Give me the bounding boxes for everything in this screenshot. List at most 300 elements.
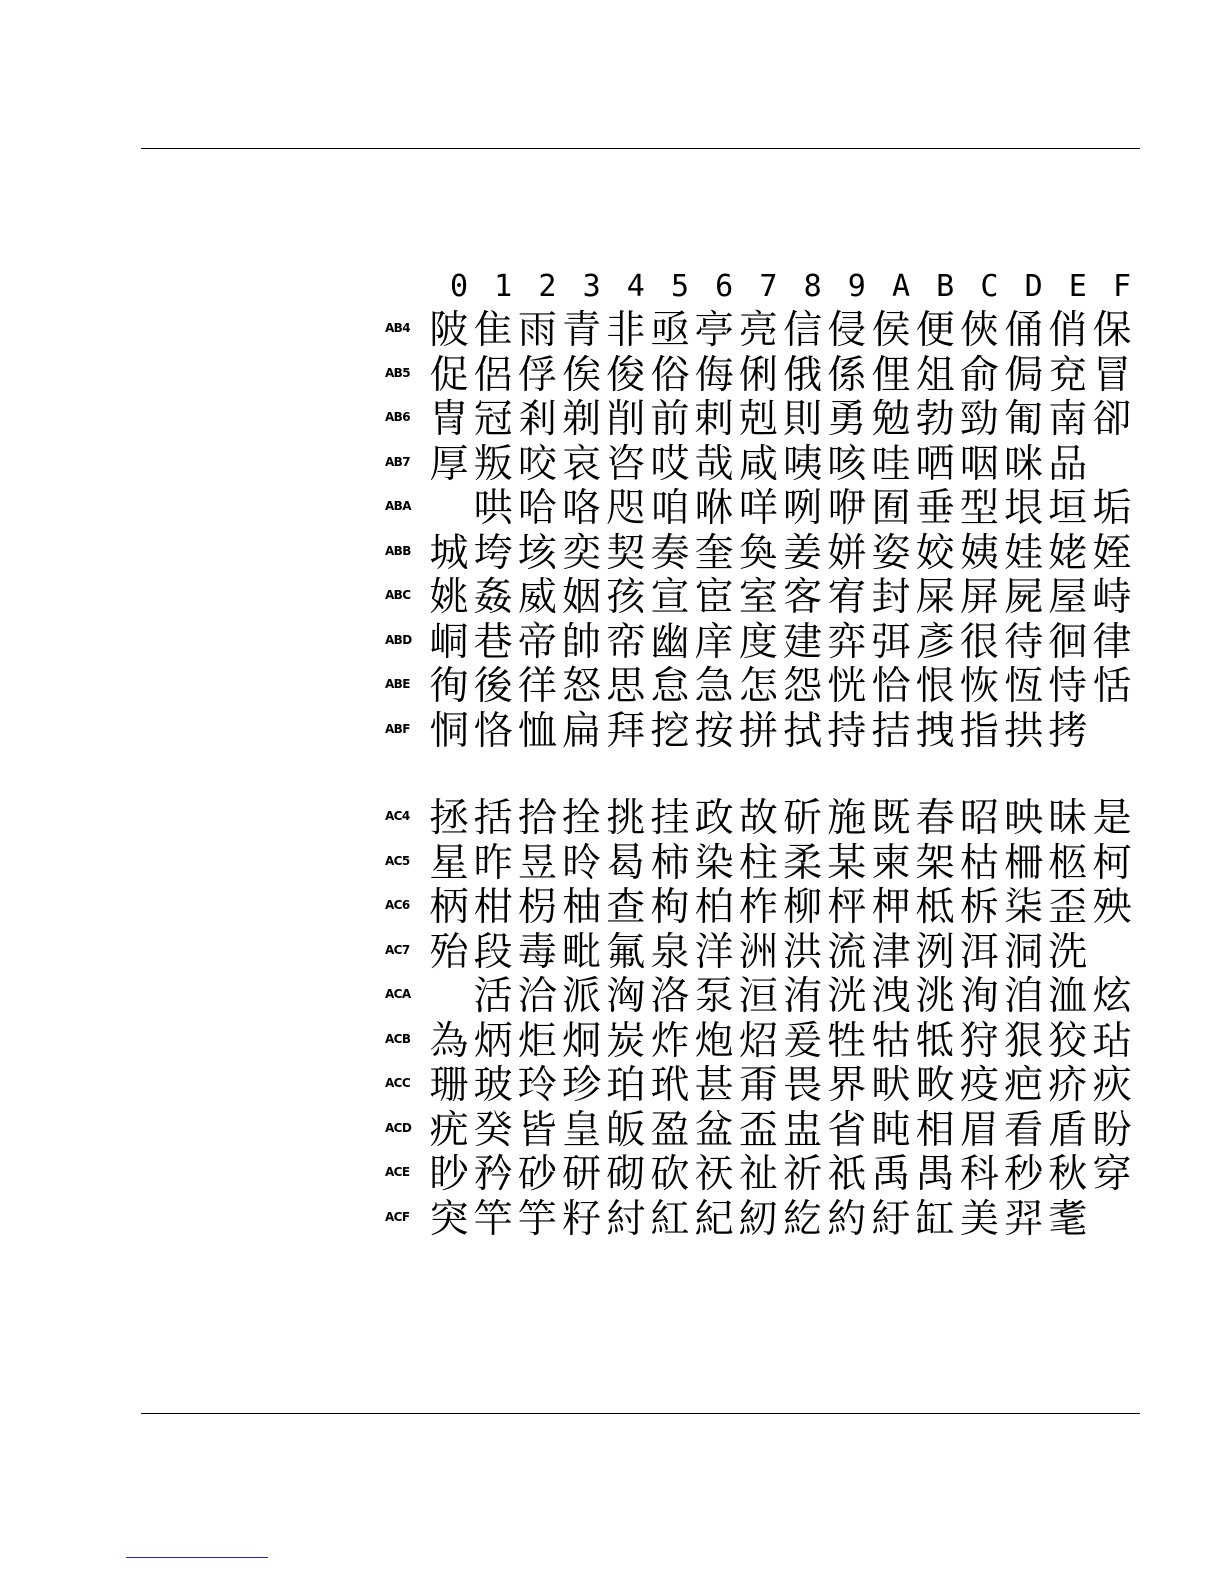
footer-rule (141, 1413, 1140, 1414)
glyph-cell: 炤 (738, 1018, 778, 1064)
glyph-cell: 洧 (783, 974, 823, 1019)
glyph-cell: 牴 (915, 1018, 955, 1064)
glyph-cell: 洋 (694, 929, 734, 975)
glyph-cell: 炭 (606, 1018, 646, 1064)
code-row (385, 975, 1145, 1020)
glyph-cell: 奏 (650, 530, 690, 576)
glyph-cell: 律 (1092, 619, 1132, 665)
row-code-label: ABD (385, 632, 412, 647)
glyph-cell (427, 487, 471, 531)
glyph-cell: 咪 (1004, 441, 1044, 487)
glyph-cell: 建 (783, 619, 823, 665)
row-code-label: ACF (385, 1209, 410, 1224)
glyph-cell: 柳 (783, 885, 823, 930)
glyph-cell: 省 (827, 1107, 867, 1153)
glyph-cell: 曷 (606, 840, 646, 886)
row-code-label: ABB (385, 543, 411, 558)
code-row (385, 487, 1145, 532)
glyph-cell: 咸 (738, 441, 778, 487)
column-header: A (891, 269, 911, 304)
glyph-cell: 既 (871, 796, 911, 841)
code-row (385, 576, 1145, 621)
column-header: E (1068, 269, 1087, 304)
glyph-cell: 指 (959, 708, 999, 754)
row-code-label: ACD (385, 1120, 412, 1135)
glyph-cell: 挂 (650, 796, 690, 841)
glyph-cell: 疤 (1004, 1063, 1044, 1108)
glyph-cell: 拷 (1048, 708, 1088, 754)
glyph-cell: 科 (959, 1152, 999, 1197)
glyph-cell: 甚 (694, 1063, 734, 1108)
glyph-cell: 矜 (473, 1152, 513, 1197)
glyph-cell: 威 (517, 575, 557, 620)
glyph-cell: 枯 (959, 840, 999, 886)
glyph-cell: 紅 (650, 1196, 690, 1242)
glyph-cell: 青 (562, 308, 602, 353)
glyph-cell: 祆 (694, 1152, 734, 1197)
row-code-label: AB6 (385, 410, 410, 424)
glyph-cell: 洹 (738, 974, 778, 1019)
glyph-cell: 疥 (1048, 1063, 1088, 1108)
glyph-cell: 泉 (650, 929, 690, 975)
glyph-cell: 盈 (650, 1107, 690, 1153)
glyph-cell: 弈 (827, 619, 867, 665)
glyph-cell: 缸 (915, 1196, 955, 1242)
glyph-cell: 哇 (871, 441, 911, 487)
glyph-cell: 昱 (517, 840, 557, 886)
glyph-cell: 勇 (827, 397, 867, 442)
glyph-cell: 挑 (606, 796, 646, 841)
glyph-cell: 侵 (827, 308, 867, 353)
glyph-cell: 咬 (517, 441, 557, 487)
glyph-cell: 峙 (1092, 575, 1132, 620)
glyph-cell: 星 (429, 840, 469, 886)
glyph-cell: 竽 (517, 1196, 557, 1242)
glyph-cell: 昤 (562, 840, 602, 886)
glyph-cell: 俠 (959, 308, 999, 353)
glyph-cell: 咫 (606, 486, 646, 531)
glyph-cell: 美 (959, 1196, 999, 1242)
glyph-cell: 卻 (1092, 397, 1132, 442)
glyph-cell: 拴 (562, 796, 602, 841)
glyph-cell: 玲 (517, 1063, 557, 1108)
glyph-cell: 竿 (473, 1196, 513, 1242)
glyph-cell: 殆 (429, 929, 469, 975)
column-header: D (1024, 269, 1043, 304)
code-row (385, 931, 1145, 976)
glyph-cell: 柵 (1004, 840, 1044, 886)
glyph-cell: 狩 (959, 1018, 999, 1064)
row-code-label: ABA (385, 499, 411, 513)
glyph-cell: 洶 (606, 974, 646, 1019)
glyph-cell: 哈 (517, 486, 557, 531)
glyph-cell: 爰 (783, 1018, 823, 1064)
glyph-cell (1090, 1198, 1134, 1242)
glyph-cell: 疢 (1092, 1063, 1132, 1108)
glyph-cell: 看 (1004, 1107, 1044, 1153)
glyph-cell: 咩 (738, 486, 778, 531)
glyph-cell: 拽 (915, 708, 955, 754)
glyph-cell: 帟 (606, 619, 646, 665)
glyph-cell: 垓 (517, 530, 557, 576)
glyph-cell: 故 (738, 796, 778, 841)
glyph-cell: 庠 (694, 619, 734, 665)
glyph-cell: 姻 (562, 575, 602, 620)
glyph-cell: 俟 (562, 352, 602, 398)
glyph-cell: 是 (1092, 796, 1132, 841)
glyph-cell: 叛 (473, 441, 513, 487)
glyph-cell: 匍 (1004, 397, 1044, 442)
glyph-cell: 約 (827, 1196, 867, 1242)
code-row (385, 354, 1145, 399)
glyph-cell: 昧 (1048, 796, 1088, 841)
glyph-cell: 研 (562, 1152, 602, 1197)
glyph-cell: 奎 (694, 530, 734, 576)
glyph-cell: 度 (738, 619, 778, 665)
column-header: 5 (670, 269, 690, 304)
glyph-cell: 咳 (827, 441, 867, 487)
glyph-cell: 紂 (606, 1196, 646, 1242)
glyph-cell: 徊 (1048, 619, 1088, 665)
glyph-cell: 枸 (650, 885, 690, 930)
glyph-cell: 後 (473, 664, 513, 709)
glyph-cell: 柚 (562, 885, 602, 930)
row-code-label: ACB (385, 1031, 411, 1046)
row-code-label: AC7 (385, 942, 410, 957)
code-row (385, 443, 1145, 488)
glyph-cell: 恫 (429, 708, 469, 754)
glyph-cell: 祈 (783, 1152, 823, 1197)
glyph-cell: 型 (959, 486, 999, 531)
glyph-cell: 祉 (738, 1152, 778, 1197)
glyph-cell: 禺 (915, 1152, 955, 1197)
glyph-cell: 秒 (1004, 1152, 1044, 1197)
glyph-cell: 囿 (871, 486, 911, 531)
glyph-cell: 政 (694, 796, 734, 841)
glyph-cell: 柱 (738, 840, 778, 886)
glyph-cell: 拜 (606, 708, 646, 754)
glyph-cell: 炯 (562, 1018, 602, 1064)
code-row (385, 1198, 1145, 1243)
glyph-cell: 姪 (1092, 530, 1132, 576)
glyph-cell: 祇 (827, 1152, 867, 1197)
glyph-cell: 殃 (1092, 885, 1132, 930)
glyph-cell: 保 (1092, 308, 1132, 353)
glyph-cell: 氟 (606, 929, 646, 975)
glyph-cell: 秋 (1048, 1152, 1088, 1197)
glyph-cell: 畋 (915, 1063, 955, 1108)
glyph-cell: 宦 (694, 575, 734, 620)
column-header: 8 (803, 269, 822, 304)
glyph-cell: 恪 (473, 708, 513, 754)
glyph-cell: 洽 (517, 974, 557, 1019)
glyph-cell: 侷 (1004, 352, 1044, 398)
row-code-label: ACE (385, 1165, 410, 1179)
code-block (385, 797, 1145, 1242)
code-row (385, 797, 1145, 842)
glyph-cell: 柬 (871, 840, 911, 886)
glyph-cell: 前 (650, 397, 690, 442)
row-code-label: AC4 (385, 809, 410, 823)
glyph-cell: 封 (871, 575, 911, 620)
glyph-cell (1090, 443, 1134, 487)
glyph-cell: 映 (1004, 796, 1044, 841)
glyph-cell: 咽 (959, 441, 999, 487)
column-header: 7 (759, 269, 778, 304)
glyph-cell: 查 (606, 885, 646, 930)
glyph-cell: 垠 (1004, 486, 1044, 531)
glyph-cell: 狡 (1048, 1018, 1088, 1064)
glyph-cell: 哂 (915, 441, 955, 487)
glyph-cell: 怠 (650, 664, 690, 709)
glyph-cell: 施 (827, 796, 867, 841)
glyph-cell: 巷 (473, 619, 513, 665)
column-header: 4 (626, 269, 645, 304)
glyph-cell: 則 (783, 397, 823, 442)
column-header: 9 (847, 269, 866, 304)
glyph-cell: 恆 (1004, 664, 1044, 709)
glyph-cell: 俐 (738, 352, 778, 398)
glyph-cell: 恰 (871, 664, 911, 709)
glyph-cell: 禹 (871, 1152, 911, 1197)
glyph-cell: 穿 (1092, 1152, 1132, 1197)
glyph-cell: 炬 (517, 1018, 557, 1064)
glyph-cell: 剌 (694, 397, 734, 442)
glyph-cell: 俏 (1048, 308, 1088, 353)
glyph-cell: 咨 (606, 441, 646, 487)
glyph-cell: 俄 (783, 352, 823, 398)
glyph-cell: 盾 (1048, 1107, 1088, 1153)
glyph-cell: 挖 (650, 708, 690, 754)
glyph-cell: 垂 (915, 486, 955, 531)
code-row (385, 886, 1145, 931)
glyph-cell: 突 (429, 1196, 469, 1242)
glyph-cell: 雨 (517, 308, 557, 353)
glyph-cell: 幽 (650, 619, 690, 665)
glyph-cell: 界 (827, 1063, 867, 1108)
glyph-cell: 徇 (429, 664, 469, 709)
glyph-cell: 勃 (915, 397, 955, 442)
glyph-cell: 畏 (783, 1063, 823, 1108)
row-code-label: ACC (385, 1076, 411, 1090)
glyph-cell: 屏 (959, 575, 999, 620)
glyph-cell: 咿 (827, 486, 867, 531)
glyph-cell: 姥 (1048, 530, 1088, 576)
glyph-cell (1090, 710, 1134, 754)
glyph-cell: 拭 (783, 708, 823, 754)
column-header-row (385, 265, 1145, 309)
glyph-cell: 眉 (959, 1107, 999, 1153)
glyph-cell: 拱 (1004, 708, 1044, 754)
glyph-cell: 癸 (473, 1107, 513, 1153)
glyph-cell: 剎 (517, 397, 557, 442)
glyph-cell: 侶 (473, 352, 513, 398)
code-row (385, 398, 1145, 443)
glyph-cell: 持 (827, 708, 867, 754)
glyph-cell: 侯 (871, 308, 911, 353)
glyph-cell: 哀 (562, 441, 602, 487)
glyph-cell: 枴 (517, 885, 557, 930)
glyph-cell: 姨 (959, 530, 999, 576)
column-header: B (936, 269, 955, 304)
glyph-cell: 洗 (1048, 929, 1088, 975)
glyph-cell: 帥 (562, 619, 602, 665)
code-row (385, 1109, 1145, 1154)
glyph-cell: 俞 (959, 352, 999, 398)
glyph-cell: 拮 (871, 708, 911, 754)
row-code-label: AB5 (385, 365, 410, 380)
glyph-cell: 剃 (562, 397, 602, 442)
glyph-cell: 活 (473, 974, 513, 1019)
glyph-cell: 怒 (562, 664, 602, 709)
glyph-cell: 紇 (783, 1196, 823, 1242)
glyph-cell: 拾 (517, 796, 557, 841)
column-header: 1 (494, 269, 513, 304)
glyph-cell (1090, 931, 1134, 975)
column-header: 3 (582, 269, 601, 304)
glyph-cell: 洎 (1004, 974, 1044, 1019)
glyph-cell: 枰 (827, 885, 867, 930)
glyph-cell: 炫 (1092, 974, 1132, 1019)
glyph-cell: 亟 (650, 308, 690, 353)
glyph-cell: 契 (606, 530, 646, 576)
glyph-cell: 盆 (694, 1107, 734, 1153)
glyph-cell: 侮 (694, 352, 734, 398)
glyph-cell: 皈 (606, 1107, 646, 1153)
code-row (385, 1153, 1145, 1198)
glyph-cell: 咻 (694, 486, 734, 531)
glyph-cell: 隹 (473, 308, 513, 353)
glyph-cell: 紆 (871, 1196, 911, 1242)
glyph-cell: 急 (694, 664, 734, 709)
glyph-cell: 洪 (783, 929, 823, 975)
glyph-cell: 怎 (738, 664, 778, 709)
glyph-cell: 柑 (473, 885, 513, 930)
glyph-cell: 促 (429, 352, 469, 398)
glyph-cell: 斫 (783, 796, 823, 841)
glyph-cell: 洞 (1004, 929, 1044, 975)
glyph-cell: 咯 (562, 486, 602, 531)
row-code-label: ABF (385, 721, 410, 736)
code-row (385, 1064, 1145, 1109)
glyph-cell: 勁 (959, 397, 999, 442)
footer-link-underline[interactable] (126, 1557, 268, 1558)
glyph-cell: 剋 (738, 397, 778, 442)
glyph-cell: 垮 (473, 530, 513, 576)
glyph-cell: 派 (562, 974, 602, 1019)
glyph-cell: 盃 (738, 1107, 778, 1153)
glyph-cell: 冠 (473, 397, 513, 442)
row-code-label: ABC (385, 588, 411, 602)
code-row (385, 309, 1145, 354)
code-row (385, 665, 1145, 710)
glyph-cell: 柞 (738, 885, 778, 930)
glyph-cell: 牲 (827, 1018, 867, 1064)
glyph-cell: 珀 (606, 1063, 646, 1108)
glyph-cell: 奕 (562, 530, 602, 576)
code-block (385, 309, 1145, 754)
glyph-cell: 砍 (650, 1152, 690, 1197)
glyph-cell: 亭 (694, 308, 734, 353)
glyph-cell (427, 975, 471, 1019)
glyph-cell: 羿 (1004, 1196, 1044, 1242)
glyph-cell: 亮 (738, 308, 778, 353)
glyph-cell: 恬 (1092, 664, 1132, 709)
glyph-cell: 宣 (650, 575, 690, 620)
glyph-cell: 削 (606, 397, 646, 442)
glyph-cell: 帝 (517, 619, 557, 665)
column-header: F (1112, 269, 1132, 304)
glyph-cell: 冑 (429, 397, 469, 442)
glyph-cell: 狠 (1004, 1018, 1044, 1064)
glyph-cell: 恨 (915, 664, 955, 709)
code-row (385, 710, 1145, 755)
glyph-cell: 勉 (871, 397, 911, 442)
glyph-cell: 洌 (915, 929, 955, 975)
glyph-cell: 昨 (473, 840, 513, 886)
glyph-cell: 歪 (1048, 885, 1088, 930)
glyph-cell: 冒 (1092, 352, 1132, 398)
column-header: 2 (538, 269, 557, 304)
glyph-cell: 柩 (1048, 840, 1088, 886)
glyph-cell: 紉 (738, 1196, 778, 1242)
glyph-cell: 娃 (1004, 530, 1044, 576)
glyph-cell: 括 (473, 796, 513, 841)
glyph-cell: 很 (959, 619, 999, 665)
glyph-cell: 洱 (959, 929, 999, 975)
glyph-cell: 柝 (959, 885, 999, 930)
glyph-cell: 架 (915, 840, 955, 886)
glyph-cell: 耄 (1048, 1196, 1088, 1242)
glyph-cell: 相 (915, 1107, 955, 1153)
glyph-cell: 牯 (871, 1018, 911, 1064)
character-code-table (385, 265, 1145, 1242)
glyph-cell: 皆 (517, 1107, 557, 1153)
glyph-cell: 炳 (473, 1018, 513, 1064)
glyph-cell: 盼 (1092, 1107, 1132, 1153)
glyph-cell: 姣 (915, 530, 955, 576)
glyph-cell: 毗 (562, 929, 602, 975)
glyph-cell: 待 (1004, 619, 1044, 665)
row-code-label: ABE (385, 677, 410, 691)
glyph-cell: 砂 (517, 1152, 557, 1197)
glyph-cell: 玷 (1092, 1018, 1132, 1064)
glyph-cell: 屍 (1004, 575, 1044, 620)
glyph-cell: 咦 (783, 441, 823, 487)
glyph-cell: 珊 (429, 1063, 469, 1108)
glyph-cell: 畎 (871, 1063, 911, 1108)
glyph-cell: 春 (915, 796, 955, 841)
row-code-label: AB4 (385, 321, 410, 335)
glyph-cell: 疫 (959, 1063, 999, 1108)
glyph-cell: 徉 (517, 664, 557, 709)
glyph-cell: 陂 (429, 308, 469, 353)
glyph-cell: 恍 (827, 664, 867, 709)
glyph-cell: 南 (1048, 397, 1088, 442)
glyph-cell: 姚 (429, 575, 469, 620)
glyph-cell: 奐 (738, 530, 778, 576)
header-rule (141, 148, 1140, 149)
glyph-cell: 厚 (429, 441, 469, 487)
glyph-cell: 珍 (562, 1063, 602, 1108)
glyph-cell: 毒 (517, 929, 557, 975)
glyph-cell: 客 (783, 575, 823, 620)
glyph-cell: 怨 (783, 664, 823, 709)
glyph-cell: 哎 (650, 441, 690, 487)
glyph-cell: 眇 (429, 1152, 469, 1197)
glyph-cell: 便 (915, 308, 955, 353)
glyph-cell: 宥 (827, 575, 867, 620)
